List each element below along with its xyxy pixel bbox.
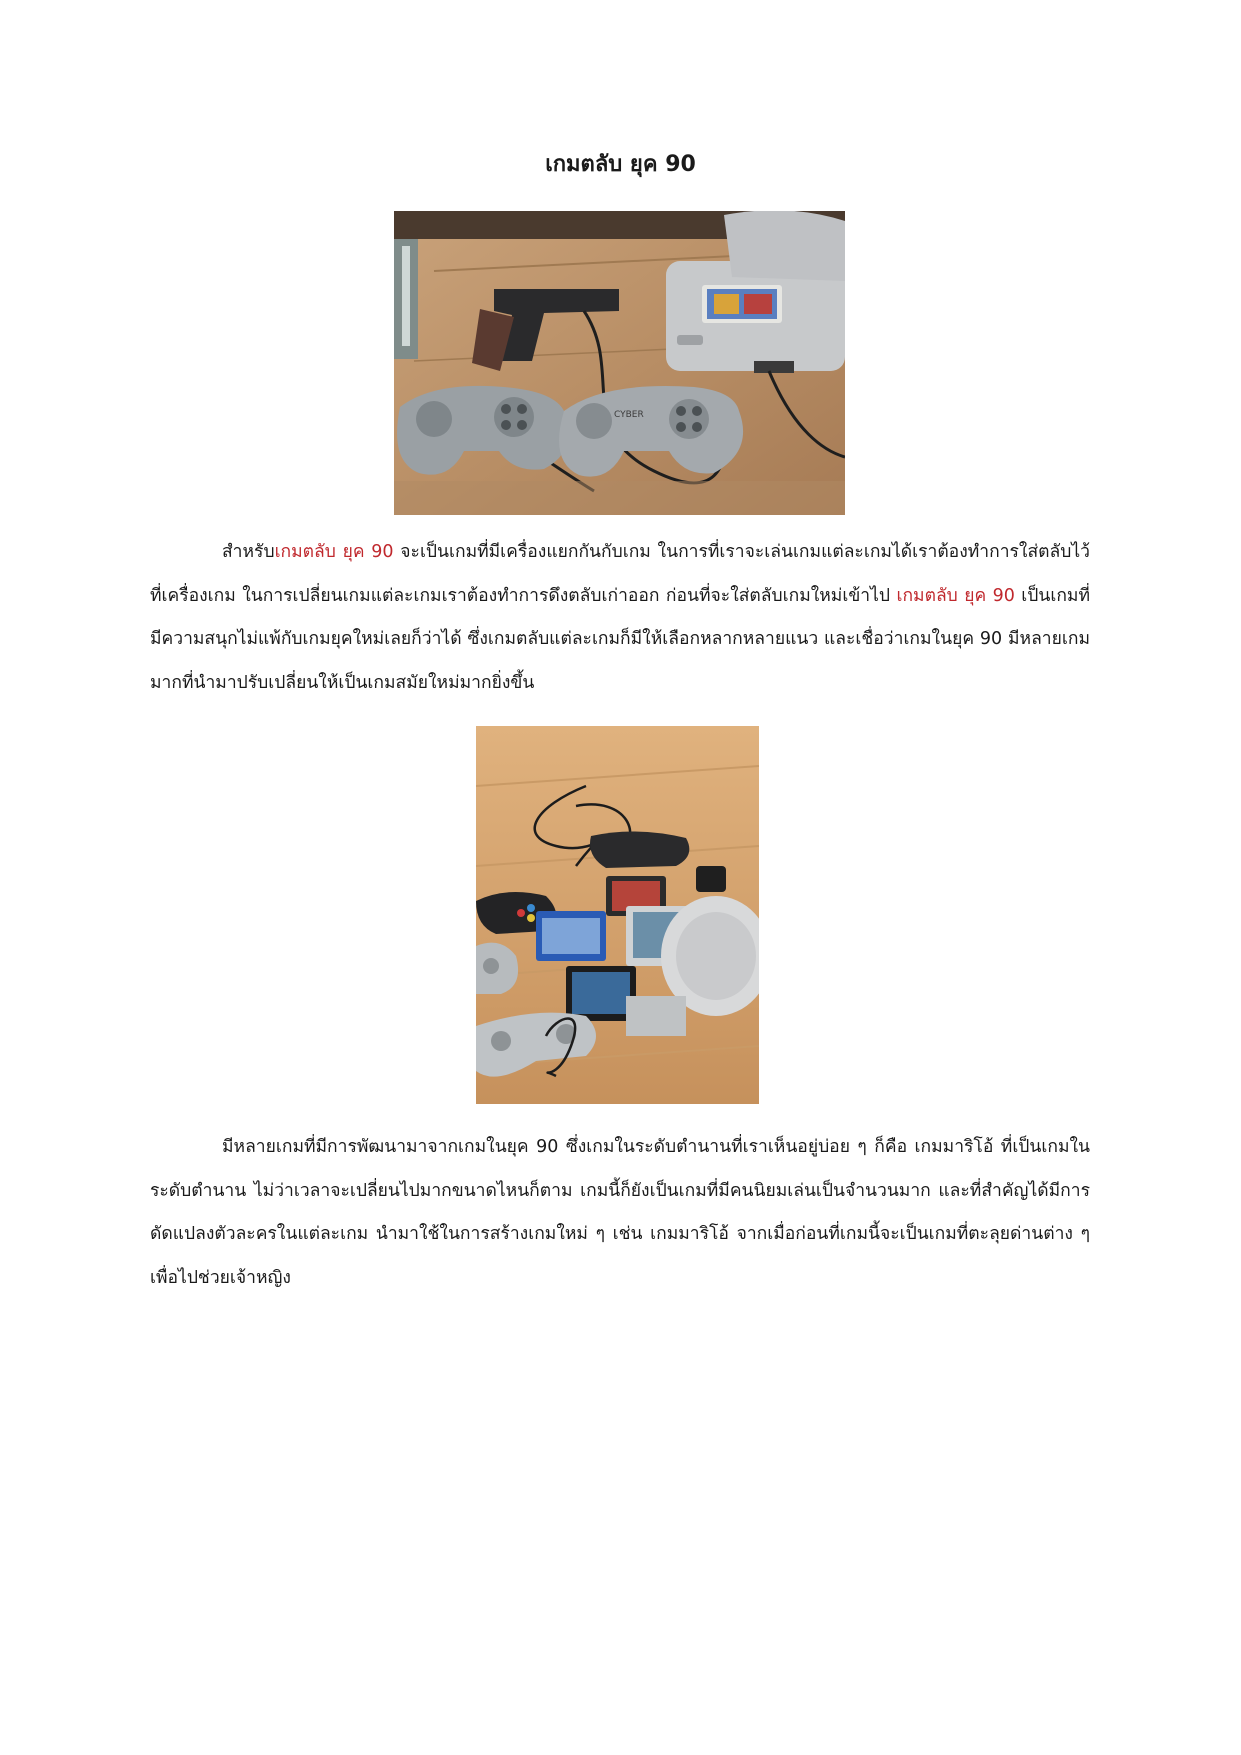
paragraph-intro-text-2: จะเป็นเกมที่มีเครื่องแยกกันกับเกม ในการที่เราจะเล่นเกมแต่ละเกมได้เราต้องทำการใส่ตลับไว้ที่เครื่องเกม ในการเปลี่ยนเกมแต่ละเกมเราต้องทำการดึงตลับเก่าออก ก่อนที่จะใส่ตลับเกมใหม่เข้าไป <box>150 542 1090 606</box>
paragraph-intro <box>150 531 1090 705</box>
console-photo <box>394 211 845 515</box>
keyword-highlight: เกมตลับ ยุค 90 <box>274 542 394 562</box>
controller-brand-label: CYBER <box>614 410 644 420</box>
cartridges-photo <box>476 726 759 1104</box>
console-photo-image <box>394 211 845 515</box>
paragraph-intro-text-3: เป็นเกมที่มีความสนุกไม่แพ้กับเกมยุคใหม่เลยก็ว่าได้ ซึ่งเกมตลับแต่ละเกมก็มีให้เลือกหลากหลายแนว และเชื่อว่าเกมในยุค 90 มีหลายเกมมากที่นำมาปรับเปลี่ยนให้เป็นเกมสมัยใหม่มากยิ่งขึ้น <box>150 585 1091 693</box>
keyword-highlight: เกมตลับ ยุค 90 <box>896 585 1015 606</box>
page-title: เกมตลับ ยุค 90 <box>545 152 696 177</box>
cartridges-photo-image <box>476 726 759 1104</box>
paragraph-intro-text-1: สำหรับ <box>222 542 275 562</box>
paragraph-mario: มีหลายเกมที่มีการพัฒนามาจากเกมในยุค 90 ซึ่งเกมในระดับตำนานที่เราเห็นอยู่บ่อย ๆ ก็คือ เกมมาริโอ้ ที่เป็นเกมในระดับตำนาน ไม่ว่าเวลาจะเปลี่ยนไปมากขนาดไหนก็ตาม เกมนี้ก็ยังเป็นเกมที่มีคนนิยมเล่นเป็นจำนวนมาก และที่สำคัญได้มีการดัดแปลงตัวละครในแต่ละเกม นำมาใช้ในการสร้างเกมใหม่ ๆ เช่น เกมมาริโอ้ จากเมื่อก่อนที่เกมนี้จะเป็นเกมที่ตะลุยด่านต่าง ๆ เพื่อไปช่วยเจ้าหญิง <box>150 1137 1090 1288</box>
